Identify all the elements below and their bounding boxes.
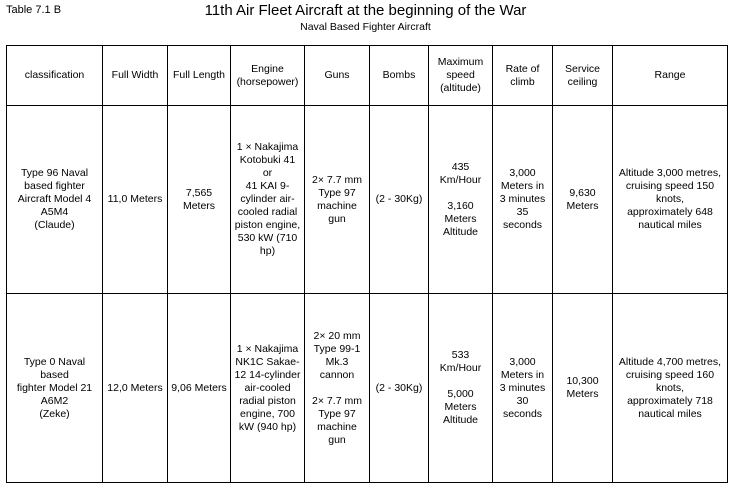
speed-altitude — [432, 200, 489, 239]
text-line: Meters — [566, 388, 599, 400]
header-rate-of-climb — [493, 46, 553, 106]
text-line: 2× 20 mm — [313, 329, 361, 342]
cell-service-ceiling — [553, 106, 613, 294]
cell-bombs: (2 - 30Kg) — [370, 106, 429, 294]
cell-guns — [305, 294, 370, 483]
speed-value — [432, 349, 489, 375]
text-line: (Zeke) — [39, 407, 70, 420]
cell-engine — [231, 294, 305, 483]
text-line: gun — [328, 212, 346, 225]
header-service-ceiling — [553, 46, 613, 106]
text-line: Maximum — [437, 56, 484, 68]
cell-guns — [305, 106, 370, 294]
text-line: engine, 700 — [240, 407, 295, 420]
text-line: A6M2 — [40, 394, 69, 407]
text-line: 2× 7.7 mm — [312, 173, 362, 186]
text-line: 1 × Nakajima — [236, 342, 299, 355]
text-line: 1 × Nakajima — [236, 141, 299, 153]
guns-secondary — [308, 395, 366, 447]
text-line: Type 96 Naval — [20, 167, 89, 179]
text-line: hp) — [259, 245, 276, 257]
text-line: 3,000 — [509, 355, 536, 368]
cell-classification — [7, 294, 103, 483]
header-bombs: Bombs — [370, 46, 429, 106]
text-line: Aircraft Model 4 — [17, 193, 92, 205]
text-line: 41 KAI 9- — [245, 180, 290, 192]
header-classification: classification — [7, 46, 103, 106]
text-line: nautical miles — [638, 407, 702, 420]
header-full-width: Full Width — [103, 46, 168, 106]
text-line: 7,565 — [185, 186, 213, 199]
text-line: Altitude — [442, 225, 479, 238]
text-line: 3,160 — [447, 199, 474, 212]
guns-primary — [308, 174, 366, 226]
text-line: 3 minutes — [499, 193, 546, 205]
text-line: 9,06 Meters — [171, 381, 227, 394]
text-line: 12 14-cylinder — [234, 368, 301, 381]
cell-full-width: 11,0 Meters — [103, 106, 168, 294]
text-line: Km/Hour — [439, 362, 482, 374]
header-guns: Guns — [305, 46, 370, 106]
text-line: (altitude) — [440, 82, 481, 94]
text-line: based fighter — [24, 180, 85, 192]
speed-altitude — [432, 388, 489, 427]
text-line: Kotobuki 41 or — [239, 154, 296, 179]
header-full-length: Full Length — [168, 46, 231, 106]
text-line: air-cooled — [244, 381, 291, 394]
text-line: Meters — [444, 401, 477, 413]
cell-max-speed — [429, 106, 493, 294]
text-line: Mk.3 — [325, 355, 349, 368]
text-line: Service — [564, 62, 600, 75]
text-line: 2× 7.7 mm — [312, 394, 362, 407]
text-line: kW (940 hp) — [238, 420, 297, 433]
table-row — [7, 294, 728, 483]
text-line: cannon — [319, 368, 355, 381]
cell-full-length — [168, 294, 231, 483]
cell-full-width: 12,0 Meters — [103, 294, 168, 483]
cell-engine — [231, 106, 305, 294]
text-line: 3,000 — [509, 167, 536, 179]
text-line: gun — [328, 433, 346, 446]
text-line: 5,000 — [447, 388, 474, 400]
text-line: machine — [317, 420, 357, 433]
text-line: cooled radial — [237, 206, 298, 218]
text-line: Meters — [182, 199, 216, 212]
text-line: Altitude — [442, 414, 479, 426]
guns-primary — [308, 330, 366, 382]
text-line: piston engine, — [234, 219, 301, 231]
cell-range — [613, 294, 728, 483]
text-line: machine — [317, 199, 357, 212]
text-line: Type 0 Naval based — [23, 355, 86, 381]
text-line: (horsepower) — [236, 75, 299, 88]
text-line: Meters — [566, 199, 599, 212]
table-label: Table 7.1 B — [6, 4, 62, 16]
page-subtitle: Naval Based Fighter Aircraft — [300, 21, 431, 33]
cell-rate-of-climb — [493, 294, 553, 483]
text-line: cylinder air- — [240, 193, 295, 205]
text-line: (Claude) — [34, 219, 75, 231]
cell-rate-of-climb — [493, 106, 553, 294]
text-line: cruising speed 150 knots, — [625, 180, 715, 205]
page-title: 11th Air Fleet Aircraft at the beginning of the War — [204, 2, 527, 19]
text-line: 530 kW (710 — [237, 232, 298, 244]
text-line: 10,300 — [566, 375, 599, 387]
text-line: 35 seconds — [502, 206, 543, 231]
cell-service-ceiling — [553, 294, 613, 483]
speed-value — [432, 161, 489, 187]
cell-classification — [7, 106, 103, 294]
header-engine — [231, 46, 305, 106]
text-line: speed — [446, 69, 475, 81]
text-line: 533 — [451, 349, 470, 361]
text-line: climb — [510, 75, 535, 88]
text-line: radial piston — [239, 394, 296, 407]
cell-bombs: (2 - 30Kg) — [370, 294, 429, 483]
text-line: Engine — [251, 62, 284, 75]
cell-range — [613, 106, 728, 294]
header-row — [7, 46, 728, 106]
text-line: fighter Model 21 — [16, 381, 93, 394]
text-line: Type 99-1 — [313, 342, 361, 355]
text-line: Meters — [444, 212, 477, 225]
text-line: 3 minutes — [499, 381, 546, 394]
text-line: 30 seconds — [502, 394, 543, 420]
text-line: 9,630 — [569, 186, 596, 199]
text-line: approximately 718 — [627, 394, 713, 407]
table-row — [7, 106, 728, 294]
text-line: cruising speed 160 knots, — [625, 368, 715, 394]
text-line: approximately 648 — [627, 206, 713, 218]
text-line: Altitude 4,700 metres, — [618, 355, 722, 368]
header-max-speed — [429, 46, 493, 106]
text-line: 435 — [451, 160, 470, 173]
text-line: Altitude 3,000 metres, — [618, 167, 722, 179]
text-line: Meters in — [500, 180, 545, 192]
cell-max-speed — [429, 294, 493, 483]
text-line: A5M4 — [40, 206, 69, 218]
header-range: Range — [613, 46, 728, 106]
text-line: Type 97 — [318, 407, 356, 420]
text-line: NK1C Sakae- — [235, 355, 300, 368]
cell-full-length — [168, 106, 231, 294]
text-line: Meters in — [500, 368, 545, 381]
text-line: Rate of — [505, 62, 540, 75]
text-line: nautical miles — [638, 219, 702, 231]
aircraft-table — [6, 45, 728, 483]
text-line: ceiling — [567, 75, 598, 88]
text-line: Type 97 — [318, 186, 356, 199]
text-line: Km/Hour — [439, 173, 482, 186]
